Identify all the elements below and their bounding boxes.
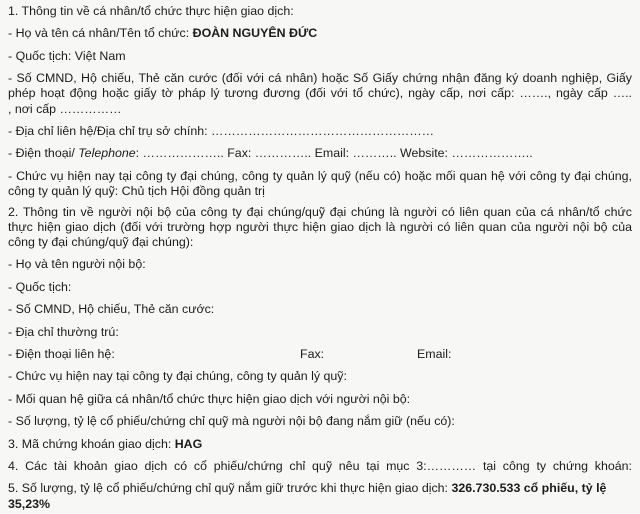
individual-name-line <box>8 26 632 41</box>
holdings-before-ratio: 35,23% <box>8 496 51 511</box>
insider-name-line: - Họ và tên người nội bộ: <box>8 257 146 272</box>
insider-id-line: - Số CMND, Hộ chiếu, Thẻ căn cước: <box>8 302 215 317</box>
nationality-line <box>8 49 632 64</box>
position-line-2: công ty quản lý quỹ: Chủ tịch Hội đồng quản trị <box>8 183 265 198</box>
holdings-before-label: 5. Số lượng, tỷ lệ cổ phiếu/chứng chỉ quỹ nắm giữ trước khi thực hiện giao dịch: <box>8 481 452 496</box>
section2-heading-line-1: 2. Thông tin về người nội bộ của công ty đại chúng/quỹ đại chúng là người có liên quan của cá nhân/tổ chức <box>8 204 632 219</box>
trading-accounts-line: 4. Các tài khoản giao dịch có cổ phiếu/chứng chỉ quỹ nêu tại mục 3:………… tại công ty chứng khoán: <box>8 458 632 473</box>
insider-address-line: - Địa chỉ thường trú: <box>8 324 119 339</box>
insider-holdings-line: - Số lượng, tỷ lệ cổ phiếu/chứng chỉ quỹ mà người nội bộ đang nắm giữ (nếu có): <box>8 414 455 429</box>
insider-phone-label: - Điện thoại liên hệ: <box>8 347 115 362</box>
id-line-2: phép hoạt động hoặc giấy tờ pháp lý tương đương (đối với tổ chức), ngày cấp, nơi cấp: ……., ngày cấp ….. <box>8 86 632 101</box>
ticker-value: HAG <box>174 436 203 451</box>
holdings-before-line-2 <box>8 497 632 512</box>
insider-contact-line <box>8 347 632 362</box>
insider-fax-label: Fax: <box>300 347 325 362</box>
phone-label-en: Telephone <box>78 146 136 161</box>
id-line-1: - Số CMND, Hộ chiếu, Thẻ căn cước (đối với cá nhân) hoặc Số Giấy chứng nhận đăng ký doanh nghiệp, Giấy <box>8 71 632 86</box>
nationality-value: Việt Nam <box>74 48 126 63</box>
insider-nationality-line: - Quốc tịch: <box>8 279 72 294</box>
ticker-label: 3. Mã chứng khoán giao dịch: <box>8 436 175 451</box>
insider-email-label: Email: <box>417 347 452 362</box>
position-line-1: - Chức vụ hiện nay tại công ty đại chúng, công ty quản lý quỹ (nếu có) hoặc mối quan hệ với công ty đại chúng, <box>8 168 632 183</box>
phone-rest: : ……………….. Fax: ………….. Email: ……….. Website: ……………….. <box>135 146 533 161</box>
insider-relation-line: - Mối quan hệ giữa cá nhân/tổ chức thực hiện giao dịch với người nội bộ: <box>8 391 411 406</box>
holdings-before-value: 326.730.533 cổ phiếu, tỷ lệ <box>451 481 607 496</box>
phone-label: - Điện thoại/ <box>8 146 79 161</box>
id-line-3: , nơi cấp …………… <box>8 101 122 116</box>
insider-position-line: - Chức vụ hiện nay tại công ty đại chúng, công ty quản lý quỹ: <box>8 369 347 384</box>
nationality-label: - Quốc tịch: <box>8 48 75 63</box>
phone-fax-email-line <box>8 146 632 161</box>
contact-address-line: - Địa chỉ liên hệ/Địa chỉ trụ sở chính: ……………………………………………… <box>8 123 435 138</box>
individual-name-value: ĐOÀN NGUYÊN ĐỨC <box>192 26 318 41</box>
section2-heading-line-3: công ty đại chúng/quỹ đại chúng): <box>8 235 194 250</box>
ticker-line <box>8 437 632 452</box>
individual-name-label: - Họ và tên cá nhân/Tên tổ chức: <box>8 26 193 41</box>
section2-heading-line-2: thực hiện giao dịch (đối với trường hợp người thực hiện giao dịch là người có liên quan của người nội bộ của <box>8 219 632 234</box>
holdings-before-line <box>8 481 632 496</box>
section1-heading: 1. Thông tin về cá nhân/tổ chức thực hiện giao dịch: <box>8 4 294 18</box>
